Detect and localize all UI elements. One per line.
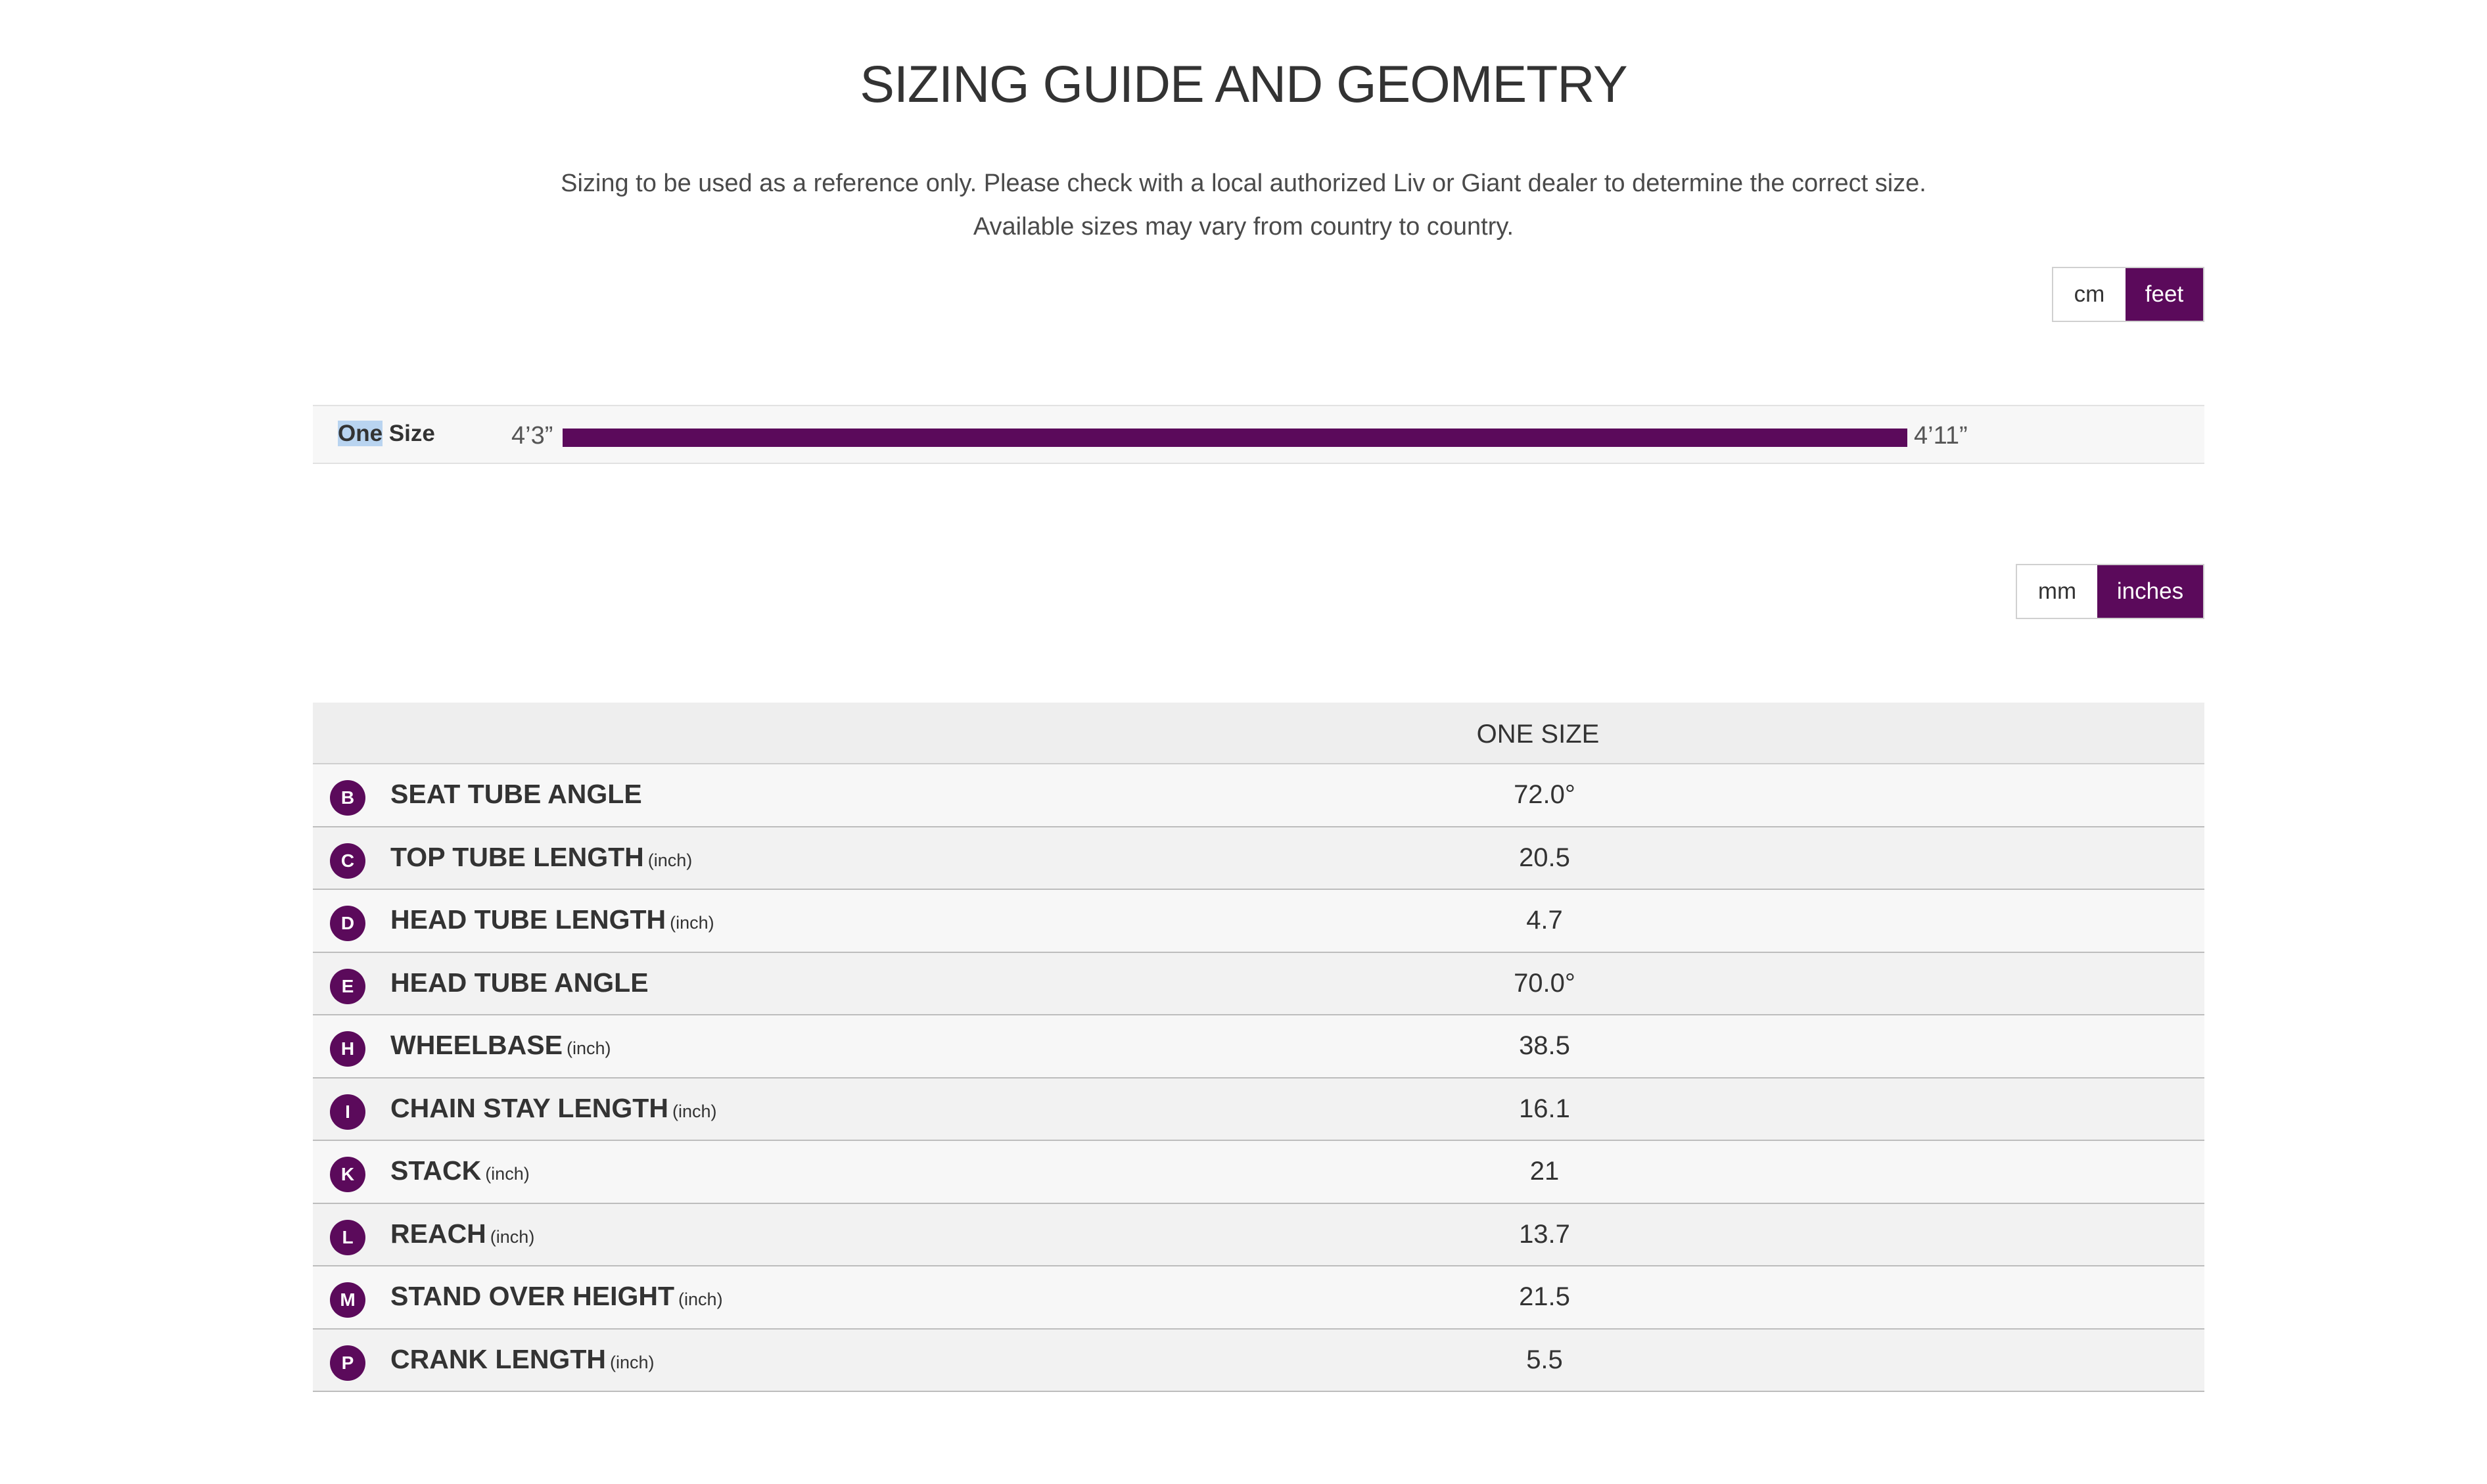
measurement-unit: (inch)	[609, 1352, 655, 1372]
measurement-label	[390, 1344, 655, 1375]
table-row	[313, 1015, 2204, 1078]
measurement-unit: (inch)	[566, 1038, 611, 1058]
measurement-unit: (inch)	[485, 1164, 530, 1184]
height-range-track	[563, 429, 1907, 447]
unit-inches-button[interactable]: inches	[2097, 565, 2203, 618]
table-row	[313, 1266, 2204, 1330]
intro-text-line-2: Available sizes may vary from country to country.	[973, 213, 1514, 241]
measurement-label	[390, 842, 692, 873]
measurement-label	[390, 967, 653, 998]
measurement-label	[390, 1093, 716, 1124]
table-row	[313, 764, 2204, 827]
measurement-name: HEAD TUBE ANGLE	[390, 967, 649, 998]
size-label	[338, 421, 435, 447]
measurement-value: 38.5	[1519, 1031, 1570, 1060]
measurement-value: 70.0°	[1514, 968, 1575, 998]
measurement-name: CRANK LENGTH	[390, 1343, 606, 1374]
measurement-letter-badge: D	[330, 906, 365, 941]
size-label-rest: Size	[383, 421, 435, 446]
measurement-value: 20.5	[1519, 843, 1570, 872]
measurement-letter-badge: I	[330, 1094, 365, 1130]
table-row	[313, 1141, 2204, 1204]
table-row	[313, 1330, 2204, 1393]
measurement-value: 13.7	[1519, 1219, 1570, 1249]
size-column-header: ONE SIZE	[1476, 720, 1600, 749]
page-title: SIZING GUIDE AND GEOMETRY	[860, 55, 1627, 113]
measurement-unit: (inch)	[647, 850, 693, 870]
geometry-table-body	[313, 764, 2204, 1392]
intro-text-line-1: Sizing to be used as a reference only. Please check with a local authorized Liv or Giant dealer to determine the correct size.	[561, 170, 1926, 197]
measurement-value: 16.1	[1519, 1094, 1570, 1123]
measurement-letter-badge: L	[330, 1220, 365, 1255]
height-range-max: 4’11”	[1914, 422, 1968, 450]
measurement-name: CHAIN STAY LENGTH	[390, 1092, 668, 1123]
measurement-letter-badge: H	[330, 1031, 365, 1067]
size-label-selected-text: One	[338, 421, 383, 446]
measurement-label	[390, 904, 714, 935]
rider-height-row	[313, 405, 2204, 464]
measurement-unit: (inch)	[670, 913, 714, 933]
measurement-letter-badge: B	[330, 780, 365, 816]
table-row	[313, 1078, 2204, 1142]
measurement-unit: (inch)	[672, 1101, 717, 1121]
measurement-value: 72.0°	[1514, 780, 1575, 809]
measurement-letter-badge: E	[330, 969, 365, 1004]
measurement-label	[390, 1218, 534, 1249]
measurement-name: HEAD TUBE LENGTH	[390, 904, 666, 935]
unit-feet-button[interactable]: feet	[2126, 268, 2203, 321]
geometry-table	[313, 703, 2204, 1392]
table-row	[313, 1204, 2204, 1267]
measurement-name: REACH	[390, 1218, 486, 1249]
measurement-name: STAND OVER HEIGHT	[390, 1281, 675, 1311]
geometry-table-header	[313, 703, 2204, 764]
measurement-letter-badge: M	[330, 1282, 365, 1318]
measurement-letter-badge: C	[330, 843, 365, 879]
measurement-label	[390, 779, 646, 810]
measurement-value: 5.5	[1526, 1345, 1563, 1374]
measurement-letter-badge: K	[330, 1157, 365, 1192]
table-row	[313, 890, 2204, 953]
measurement-label	[390, 1030, 611, 1061]
height-range-min: 4’3”	[511, 422, 553, 450]
height-unit-toggle	[2052, 267, 2204, 322]
measurement-value: 21.5	[1519, 1282, 1570, 1311]
measurement-name: WHEELBASE	[390, 1030, 563, 1060]
measurement-label	[390, 1281, 723, 1312]
unit-mm-button[interactable]: mm	[2017, 565, 2097, 618]
measurement-name: TOP TUBE LENGTH	[390, 841, 644, 872]
measurement-name: STACK	[390, 1155, 482, 1186]
height-range-bar	[563, 429, 1907, 447]
unit-cm-button[interactable]: cm	[2053, 268, 2126, 321]
measurement-value: 21	[1529, 1157, 1560, 1186]
measurement-letter-badge: P	[330, 1345, 365, 1381]
measurement-unit: (inch)	[678, 1289, 723, 1309]
table-row	[313, 953, 2204, 1016]
measurement-value: 4.7	[1526, 906, 1563, 935]
geometry-unit-toggle	[2016, 564, 2204, 619]
measurement-label	[390, 1155, 530, 1186]
measurement-name: SEAT TUBE ANGLE	[390, 779, 642, 809]
table-row	[313, 827, 2204, 891]
measurement-unit: (inch)	[490, 1226, 535, 1247]
